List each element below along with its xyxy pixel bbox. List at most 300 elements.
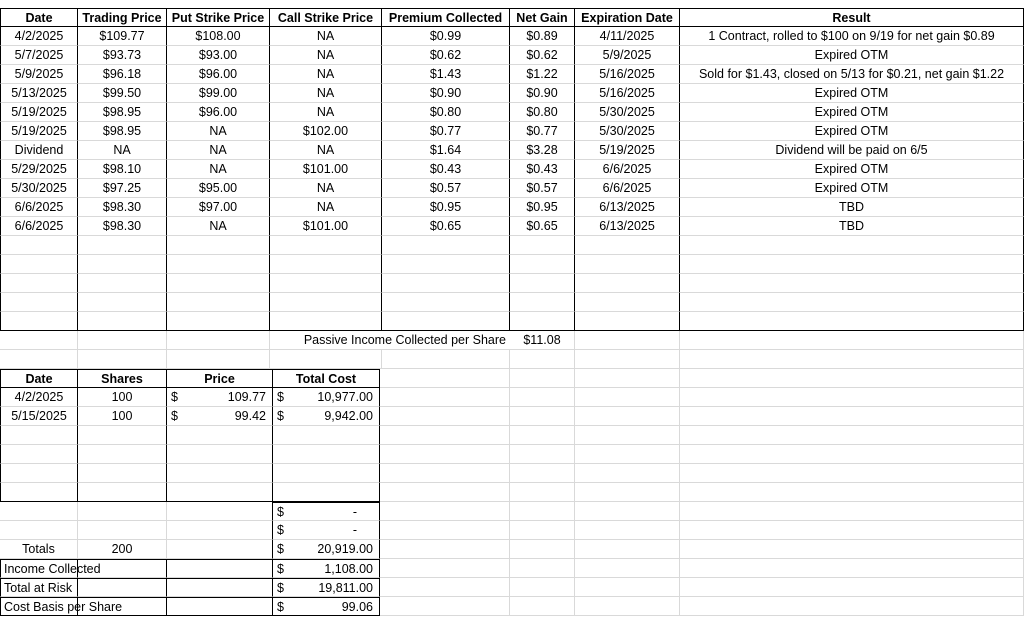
cell-trading-price[interactable]: $98.10	[78, 160, 167, 179]
cell-net-gain[interactable]: $0.65	[510, 217, 575, 236]
options-table-row	[0, 217, 1024, 236]
cell-premium[interactable]: $0.95	[382, 198, 510, 217]
cell-premium[interactable]: $1.64	[382, 141, 510, 160]
cell-put-strike[interactable]: NA	[167, 141, 270, 160]
cell-trading-price[interactable]: $96.18	[78, 65, 167, 84]
summary-total-value: 99.06	[341, 600, 373, 614]
empty-cell[interactable]	[382, 274, 510, 293]
empty-cell[interactable]	[270, 274, 382, 293]
grid-cell[interactable]	[510, 521, 575, 540]
summary-shares[interactable]	[78, 578, 167, 597]
grid-cell[interactable]	[680, 540, 1024, 559]
grid-cell[interactable]	[0, 502, 78, 521]
cell-result[interactable]: Expired OTM	[680, 103, 1024, 122]
income-collected-row	[0, 559, 1024, 578]
grid-cell[interactable]	[575, 369, 680, 388]
empty-cell[interactable]	[78, 274, 167, 293]
options-table-empty-row	[0, 293, 1024, 312]
cell-call-strike[interactable]: $102.00	[270, 122, 382, 141]
price-value: 109.77	[227, 390, 266, 404]
cell-date[interactable]: 5/19/2025	[0, 103, 78, 122]
dash-total[interactable]	[273, 502, 380, 521]
grid-cell[interactable]	[380, 369, 510, 388]
cell-date[interactable]: 5/9/2025	[0, 65, 78, 84]
cell-premium[interactable]: $0.90	[382, 84, 510, 103]
empty-cell[interactable]	[0, 255, 78, 274]
cell-result[interactable]: TBD	[680, 217, 1024, 236]
price-value: 99.42	[234, 409, 266, 423]
grid-cell[interactable]	[167, 521, 273, 540]
grid-cell[interactable]	[380, 388, 510, 407]
spacer-row	[0, 350, 1024, 369]
cell-net-gain[interactable]: $1.22	[510, 65, 575, 84]
grid-cell[interactable]	[510, 407, 575, 426]
cell-trading-price[interactable]: $98.95	[78, 122, 167, 141]
empty-cell[interactable]	[167, 236, 270, 255]
empty-cell[interactable]	[382, 293, 510, 312]
shares-table-empty-row	[0, 464, 1024, 483]
options-table-empty-row	[0, 312, 1024, 331]
empty-cell[interactable]	[78, 426, 167, 445]
empty-cell[interactable]	[167, 293, 270, 312]
cell-trading-price[interactable]: $109.77	[78, 27, 167, 46]
cell-expiration[interactable]: 5/16/2025	[575, 84, 680, 103]
cell-call-strike[interactable]: NA	[270, 46, 382, 65]
grid-cell[interactable]	[510, 502, 575, 521]
cell-trading-price[interactable]: $98.95	[78, 103, 167, 122]
empty-cell[interactable]	[575, 312, 680, 331]
grid-cell[interactable]	[270, 350, 382, 369]
currency-symbol: $	[277, 542, 284, 556]
empty-cell[interactable]	[167, 464, 273, 483]
empty-cell[interactable]	[78, 236, 167, 255]
grid-cell[interactable]	[575, 597, 680, 616]
cell-result[interactable]: Expired OTM	[680, 179, 1024, 198]
shares-price[interactable]	[167, 388, 273, 407]
empty-cell[interactable]	[510, 255, 575, 274]
grid-cell[interactable]	[0, 521, 78, 540]
grid-cell[interactable]	[380, 445, 510, 464]
empty-cell[interactable]	[0, 445, 78, 464]
grid-cell[interactable]	[167, 559, 273, 578]
cell-put-strike[interactable]: $93.00	[167, 46, 270, 65]
cell-premium[interactable]: $0.62	[382, 46, 510, 65]
grid-cell[interactable]	[167, 331, 270, 350]
empty-cell[interactable]	[382, 236, 510, 255]
grid-cell[interactable]	[575, 578, 680, 597]
cell-result[interactable]: Expired OTM	[680, 46, 1024, 65]
cell-expiration[interactable]: 5/16/2025	[575, 65, 680, 84]
cell-call-strike[interactable]: NA	[270, 198, 382, 217]
shares-table-row	[0, 407, 1024, 426]
cell-trading-price[interactable]: $99.50	[78, 84, 167, 103]
cell-date[interactable]: 5/7/2025	[0, 46, 78, 65]
empty-cell[interactable]	[78, 312, 167, 331]
grid-cell[interactable]	[78, 502, 167, 521]
shares-table-row	[0, 388, 1024, 407]
cell-net-gain[interactable]: $0.89	[510, 27, 575, 46]
shares-count[interactable]: 100	[78, 407, 167, 426]
empty-cell[interactable]	[0, 312, 78, 331]
grid-cell[interactable]	[380, 464, 510, 483]
empty-cell[interactable]	[510, 274, 575, 293]
dash-value: -	[352, 505, 357, 519]
summary-total[interactable]	[273, 578, 380, 597]
grid-cell[interactable]	[167, 350, 270, 369]
summary-total[interactable]	[273, 540, 380, 559]
options-table-row	[0, 65, 1024, 84]
header-trading-price: Trading Price	[78, 8, 167, 27]
grid-cell[interactable]	[575, 521, 680, 540]
cell-net-gain[interactable]: $0.43	[510, 160, 575, 179]
empty-cell[interactable]	[273, 445, 380, 464]
options-table-empty-row	[0, 255, 1024, 274]
grid-cell[interactable]	[510, 597, 575, 616]
grid-cell[interactable]	[680, 464, 1024, 483]
grid-cell[interactable]	[575, 540, 680, 559]
shares-table-header	[0, 369, 1024, 388]
empty-cell[interactable]	[270, 312, 382, 331]
cell-net-gain[interactable]: $0.80	[510, 103, 575, 122]
empty-cell[interactable]	[680, 274, 1024, 293]
grid-cell[interactable]	[380, 597, 510, 616]
summary-label: Totals	[0, 540, 78, 559]
header-expiration: Expiration Date	[575, 8, 680, 27]
empty-cell[interactable]	[78, 464, 167, 483]
shares-date[interactable]: 5/15/2025	[0, 407, 78, 426]
empty-cell[interactable]	[680, 312, 1024, 331]
cell-premium[interactable]: $0.77	[382, 122, 510, 141]
cell-premium[interactable]: $0.99	[382, 27, 510, 46]
cost-basis-row	[0, 597, 1024, 616]
summary-total-value: 19,811.00	[318, 581, 373, 595]
cell-expiration[interactable]: 4/11/2025	[575, 27, 680, 46]
empty-cell[interactable]	[0, 293, 78, 312]
grid-cell[interactable]	[0, 331, 78, 350]
currency-symbol: $	[277, 523, 284, 537]
empty-cell[interactable]	[382, 255, 510, 274]
grid-cell[interactable]	[167, 597, 273, 616]
grid-cell[interactable]	[680, 559, 1024, 578]
grid-cell[interactable]	[380, 483, 510, 502]
cell-result[interactable]: Expired OTM	[680, 160, 1024, 179]
empty-cell[interactable]	[78, 293, 167, 312]
grid-cell[interactable]	[78, 331, 167, 350]
grid-cell[interactable]	[382, 350, 510, 369]
options-table-row	[0, 179, 1024, 198]
cell-date[interactable]: 4/2/2025	[0, 27, 78, 46]
grid-cell[interactable]	[680, 407, 1024, 426]
cell-net-gain[interactable]: $0.77	[510, 122, 575, 141]
cell-premium[interactable]: $0.43	[382, 160, 510, 179]
summary-total-value: 20,919.00	[317, 542, 373, 556]
grid-cell[interactable]	[575, 388, 680, 407]
grid-cell[interactable]	[575, 331, 680, 350]
shares-date[interactable]: 4/2/2025	[0, 388, 78, 407]
empty-cell[interactable]	[510, 312, 575, 331]
cell-trading-price[interactable]: $93.73	[78, 46, 167, 65]
grid-cell[interactable]	[510, 559, 575, 578]
cell-put-strike[interactable]: $95.00	[167, 179, 270, 198]
empty-cell[interactable]	[510, 236, 575, 255]
grid-cell[interactable]	[575, 559, 680, 578]
header-call-strike: Call Strike Price	[270, 8, 382, 27]
cell-premium[interactable]: $0.65	[382, 217, 510, 236]
empty-cell[interactable]	[680, 293, 1024, 312]
empty-cell[interactable]	[167, 426, 273, 445]
currency-symbol: $	[171, 409, 178, 423]
empty-cell[interactable]	[273, 426, 380, 445]
grid-cell[interactable]	[380, 502, 510, 521]
empty-cell[interactable]	[78, 483, 167, 502]
passive-income-row	[0, 331, 1024, 350]
dash-row	[0, 521, 1024, 540]
grid-cell[interactable]	[575, 464, 680, 483]
grid-cell[interactable]	[680, 483, 1024, 502]
options-table-empty-row	[0, 274, 1024, 293]
empty-cell[interactable]	[0, 236, 78, 255]
grid-cell[interactable]	[575, 483, 680, 502]
options-table-row	[0, 141, 1024, 160]
cell-premium[interactable]: $0.80	[382, 103, 510, 122]
grid-cell[interactable]	[380, 559, 510, 578]
cell-call-strike[interactable]: NA	[270, 179, 382, 198]
cell-net-gain[interactable]: $3.28	[510, 141, 575, 160]
cell-call-strike[interactable]: NA	[270, 84, 382, 103]
cell-net-gain[interactable]: $0.95	[510, 198, 575, 217]
cell-premium[interactable]: $0.57	[382, 179, 510, 198]
grid-cell[interactable]	[680, 502, 1024, 521]
grid-cell[interactable]	[510, 483, 575, 502]
cell-put-strike[interactable]: $99.00	[167, 84, 270, 103]
cell-result[interactable]: 1 Contract, rolled to $100 on 9/19 for net gain $0.89	[680, 27, 1024, 46]
empty-cell[interactable]	[575, 255, 680, 274]
summary-shares[interactable]: 200	[78, 540, 167, 559]
empty-cell[interactable]	[575, 293, 680, 312]
shares-total-cost[interactable]	[273, 407, 380, 426]
grid-cell[interactable]	[575, 445, 680, 464]
empty-cell[interactable]	[78, 255, 167, 274]
currency-symbol: $	[171, 390, 178, 404]
options-table-row	[0, 27, 1024, 46]
grid-cell[interactable]	[380, 426, 510, 445]
total-at-risk-row	[0, 578, 1024, 597]
options-table-row	[0, 84, 1024, 103]
options-table-row	[0, 198, 1024, 217]
cell-expiration[interactable]: 6/13/2025	[575, 217, 680, 236]
grid-cell[interactable]	[380, 521, 510, 540]
currency-symbol: $	[277, 505, 284, 519]
summary-label: Cost Basis per Share	[0, 597, 78, 616]
header-result: Result	[680, 8, 1024, 27]
options-table-row	[0, 46, 1024, 65]
grid-cell[interactable]	[510, 369, 575, 388]
cell-call-strike[interactable]: NA	[270, 27, 382, 46]
cell-call-strike[interactable]: NA	[270, 141, 382, 160]
summary-label: Total at Risk	[0, 578, 78, 597]
cell-put-strike[interactable]: $108.00	[167, 27, 270, 46]
summary-total-value: 1,108.00	[324, 562, 373, 576]
grid-cell[interactable]	[575, 350, 680, 369]
grid-cell[interactable]	[575, 426, 680, 445]
shares-price[interactable]	[167, 407, 273, 426]
grid-cell[interactable]	[680, 331, 1024, 350]
cell-put-strike[interactable]: $96.00	[167, 65, 270, 84]
cell-put-strike[interactable]: NA	[167, 160, 270, 179]
cell-expiration[interactable]: 5/30/2025	[575, 122, 680, 141]
grid-cell[interactable]	[380, 578, 510, 597]
cell-expiration[interactable]: 5/9/2025	[575, 46, 680, 65]
cell-expiration[interactable]: 5/19/2025	[575, 141, 680, 160]
header-premium: Premium Collected	[382, 8, 510, 27]
shares-table-empty-row	[0, 426, 1024, 445]
cell-call-strike[interactable]: NA	[270, 103, 382, 122]
cell-expiration[interactable]: 5/30/2025	[575, 103, 680, 122]
grid-cell[interactable]	[680, 597, 1024, 616]
header-put-strike: Put Strike Price	[167, 8, 270, 27]
grid-cell[interactable]	[167, 502, 273, 521]
currency-symbol: $	[277, 409, 284, 423]
cell-date[interactable]: Dividend	[0, 141, 78, 160]
empty-cell[interactable]	[273, 464, 380, 483]
empty-cell[interactable]	[270, 255, 382, 274]
cell-result[interactable]: Sold for $1.43, closed on 5/13 for $0.21, net gain $1.22	[680, 65, 1024, 84]
empty-cell[interactable]	[167, 483, 273, 502]
cell-premium[interactable]: $1.43	[382, 65, 510, 84]
grid-cell[interactable]	[680, 521, 1024, 540]
cell-call-strike[interactable]: $101.00	[270, 217, 382, 236]
cell-trading-price[interactable]: $98.30	[78, 217, 167, 236]
shares-header-price: Price	[167, 369, 273, 388]
passive-income-value: $11.08	[510, 331, 575, 350]
summary-total[interactable]	[273, 559, 380, 578]
cell-result[interactable]: Expired OTM	[680, 84, 1024, 103]
empty-cell[interactable]	[0, 483, 78, 502]
cell-trading-price[interactable]: NA	[78, 141, 167, 160]
header-net-gain: Net Gain	[510, 8, 575, 27]
empty-cell[interactable]	[167, 255, 270, 274]
grid-cell[interactable]	[78, 521, 167, 540]
empty-cell[interactable]	[0, 464, 78, 483]
cell-trading-price[interactable]: $97.25	[78, 179, 167, 198]
currency-symbol: $	[277, 562, 284, 576]
cell-result[interactable]: Dividend will be paid on 6/5	[680, 141, 1024, 160]
cell-call-strike[interactable]: NA	[270, 65, 382, 84]
grid-cell[interactable]	[575, 502, 680, 521]
grid-cell[interactable]	[0, 350, 78, 369]
grid-cell[interactable]	[167, 578, 273, 597]
cell-put-strike[interactable]: $97.00	[167, 198, 270, 217]
grid-cell[interactable]	[510, 540, 575, 559]
empty-cell[interactable]	[0, 274, 78, 293]
cell-date[interactable]: 5/19/2025	[0, 122, 78, 141]
grid-cell[interactable]	[680, 350, 1024, 369]
empty-cell[interactable]	[0, 426, 78, 445]
grid-cell[interactable]	[680, 426, 1024, 445]
cell-put-strike[interactable]: NA	[167, 217, 270, 236]
options-table-header	[0, 8, 1024, 27]
cell-net-gain[interactable]: $0.57	[510, 179, 575, 198]
cell-date[interactable]: 5/30/2025	[0, 179, 78, 198]
empty-cell[interactable]	[575, 236, 680, 255]
empty-cell[interactable]	[270, 293, 382, 312]
grid-cell[interactable]	[510, 426, 575, 445]
dash-value: -	[352, 523, 357, 537]
grid-cell[interactable]	[510, 464, 575, 483]
currency-symbol: $	[277, 581, 284, 595]
cell-result[interactable]: Expired OTM	[680, 122, 1024, 141]
shares-table-empty-row	[0, 445, 1024, 464]
grid-cell[interactable]	[380, 407, 510, 426]
cell-expiration[interactable]: 6/6/2025	[575, 160, 680, 179]
empty-cell[interactable]	[167, 274, 270, 293]
cell-trading-price[interactable]: $98.30	[78, 198, 167, 217]
grid-cell[interactable]	[680, 388, 1024, 407]
cell-date[interactable]: 6/6/2025	[0, 217, 78, 236]
empty-cell[interactable]	[167, 445, 273, 464]
shares-header-total-cost: Total Cost	[273, 369, 380, 388]
empty-cell[interactable]	[78, 445, 167, 464]
empty-cell[interactable]	[167, 312, 270, 331]
grid-cell[interactable]	[680, 445, 1024, 464]
dash-row	[0, 502, 1024, 521]
grid-cell[interactable]	[510, 350, 575, 369]
empty-cell[interactable]	[680, 255, 1024, 274]
grid-cell[interactable]	[78, 350, 167, 369]
cell-net-gain[interactable]: $0.62	[510, 46, 575, 65]
shares-count[interactable]: 100	[78, 388, 167, 407]
passive-income-label: Passive Income Collected per Share	[270, 331, 510, 350]
cell-net-gain[interactable]: $0.90	[510, 84, 575, 103]
cell-date[interactable]: 5/29/2025	[0, 160, 78, 179]
header-date: Date	[0, 8, 78, 27]
dash-total[interactable]	[273, 521, 380, 540]
cell-expiration[interactable]: 6/13/2025	[575, 198, 680, 217]
grid-cell[interactable]	[380, 540, 510, 559]
cell-expiration[interactable]: 6/6/2025	[575, 179, 680, 198]
empty-cell[interactable]	[382, 312, 510, 331]
grid-cell[interactable]	[575, 407, 680, 426]
empty-cell[interactable]	[510, 293, 575, 312]
cell-put-strike[interactable]: $96.00	[167, 103, 270, 122]
currency-symbol: $	[277, 600, 284, 614]
grid-cell[interactable]	[680, 578, 1024, 597]
options-table-empty-row	[0, 236, 1024, 255]
cell-date[interactable]: 6/6/2025	[0, 198, 78, 217]
shares-table-empty-row	[0, 483, 1024, 502]
currency-symbol: $	[277, 390, 284, 404]
grid-cell[interactable]	[510, 388, 575, 407]
options-table-row	[0, 122, 1024, 141]
empty-cell[interactable]	[270, 236, 382, 255]
cell-call-strike[interactable]: $101.00	[270, 160, 382, 179]
empty-cell[interactable]	[273, 483, 380, 502]
grid-cell[interactable]	[510, 578, 575, 597]
options-table-row	[0, 160, 1024, 179]
empty-cell[interactable]	[575, 274, 680, 293]
empty-cell[interactable]	[680, 236, 1024, 255]
cell-date[interactable]: 5/13/2025	[0, 84, 78, 103]
shares-header-shares: Shares	[78, 369, 167, 388]
cell-result[interactable]: TBD	[680, 198, 1024, 217]
shares-total-cost[interactable]	[273, 388, 380, 407]
grid-cell[interactable]	[510, 445, 575, 464]
summary-total[interactable]	[273, 597, 380, 616]
grid-cell[interactable]	[167, 540, 273, 559]
grid-cell[interactable]	[680, 369, 1024, 388]
total-value: 10,977.00	[317, 390, 373, 404]
cell-put-strike[interactable]: NA	[167, 122, 270, 141]
